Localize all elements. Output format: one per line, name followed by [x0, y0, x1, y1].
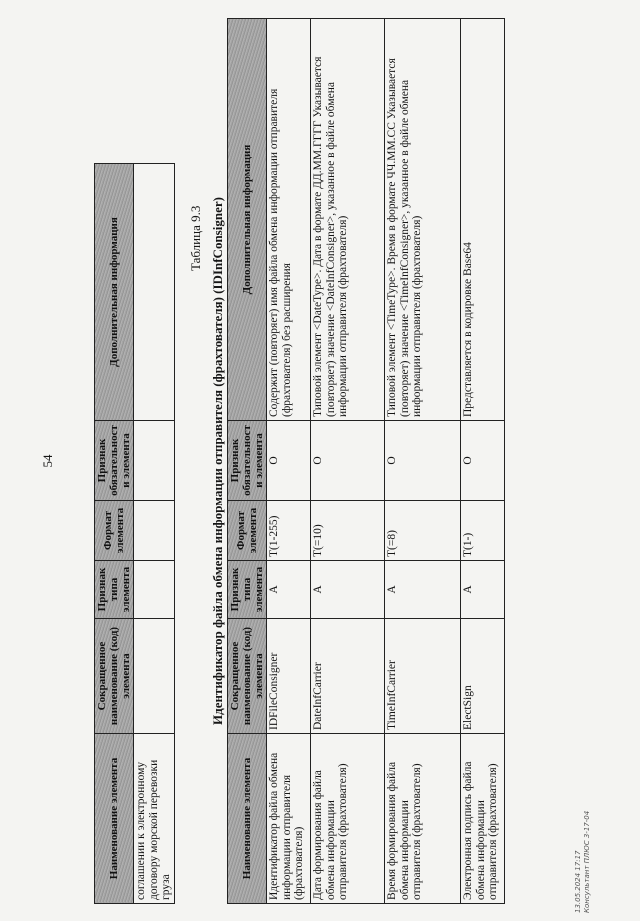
cell-type	[134, 561, 175, 619]
cell-type: А	[385, 561, 461, 619]
table-row	[461, 19, 505, 904]
table-row	[267, 19, 311, 904]
table2-header-row	[228, 19, 267, 904]
cell-type: А	[267, 561, 311, 619]
table1-header-name: Наименование элемента	[95, 734, 134, 904]
table2-header-info: Дополнительная информация	[228, 19, 267, 421]
stamp-source: Консультант ПЛЮС 3-17-04	[583, 810, 591, 913]
cell-info	[134, 164, 175, 421]
table2-header-name: Наименование элемента	[228, 734, 267, 904]
cell-code: IDFileConsigner	[267, 619, 311, 734]
table1-header-info: Дополнительная информация	[95, 164, 134, 421]
cell-info: Представляется в кодировке Base64	[461, 19, 505, 421]
table1-header-format: Формат элемента	[95, 501, 134, 561]
table-row	[134, 164, 175, 904]
stamp-date: 13.05.2024 17:17	[574, 850, 582, 913]
table-row	[311, 19, 385, 904]
cell-required: О	[267, 421, 311, 501]
table1-header-required: Признак обязательности элемента	[95, 421, 134, 501]
print-stamp	[574, 811, 592, 913]
cell-code	[134, 619, 175, 734]
table-row	[385, 19, 461, 904]
cell-type: А	[461, 561, 505, 619]
cell-code: TimeInfCarrier	[385, 619, 461, 734]
cell-name: Идентификатор файла обмена информации отправителя (фрахтователя)	[267, 734, 311, 904]
cell-required: О	[461, 421, 505, 501]
cell-format	[134, 501, 175, 561]
table2-header-type: Признак типа элемента	[228, 561, 267, 619]
table-title: Идентификатор файла обмена информации отправителя (фрахтователя) (IDInfConsigner)	[210, 197, 225, 725]
table2-header-code: Сокращенное наименование (код) элемента	[228, 619, 267, 734]
cell-info: Типовой элемент <DateType>. Дата в формате ДД.ММ.ГГГГ Указывается (повторяет) значение <DateInfConsigner>, указанное в файле обмена информации отправителя (фрахтователя)	[311, 19, 385, 421]
table1-header-row	[95, 164, 134, 904]
page-number: 54	[40, 454, 55, 468]
cell-info: Типовой элемент <TimeType>. Время в формате ЧЧ.ММ.СС Указывается (повторяет) значение <TimeInfConsigner>, указанное в файле обмена информации отправителя (фрахтователя)	[385, 19, 461, 421]
cell-required	[134, 421, 175, 501]
table2-header-required: Признак обязательности элемента	[228, 421, 267, 501]
cell-type: А	[311, 561, 385, 619]
cell-format: T(=10)	[311, 501, 385, 561]
cell-format: T(=8)	[385, 501, 461, 561]
cell-name: Электронная подпись файла обмена информации отправителя (фрахтователя)	[461, 734, 505, 904]
cell-name: соглашении к электронному договору морской перевозки груза	[134, 734, 175, 904]
cell-name: Время формирования файла обмена информации отправителя (фрахтователя)	[385, 734, 461, 904]
cell-code: DateInfCarrier	[311, 619, 385, 734]
table-id-inf-consigner	[227, 18, 505, 904]
cell-format: T(1-)	[461, 501, 505, 561]
table2-header-format: Формат элемента	[228, 501, 267, 561]
table-continued	[94, 163, 175, 904]
cell-required: О	[385, 421, 461, 501]
cell-info: Содержит (повторяет) имя файла обмена информации отправителя (фрахтователя) без расширения	[267, 19, 311, 421]
cell-required: О	[311, 421, 385, 501]
table1-header-type: Признак типа элемента	[95, 561, 134, 619]
cell-name: Дата формирования файла обмена информации отправителя (фрахтователя)	[311, 734, 385, 904]
table1-header-code: Сокращенное наименование (код) элемента	[95, 619, 134, 734]
cell-format: T(1-255)	[267, 501, 311, 561]
table-caption: Таблица 9.3	[188, 205, 203, 271]
cell-code: ElectSign	[461, 619, 505, 734]
